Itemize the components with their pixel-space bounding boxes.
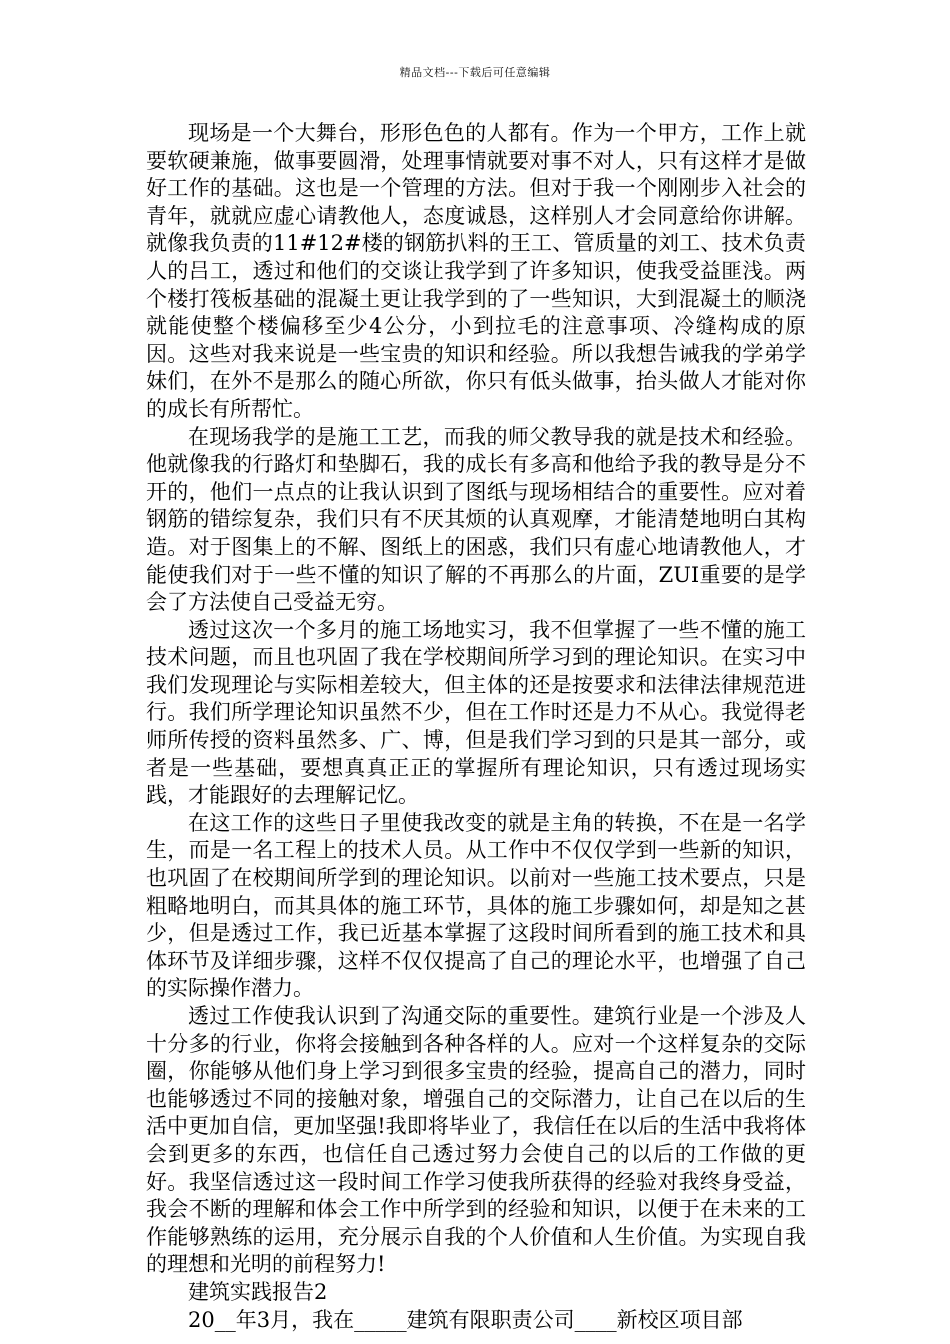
paragraph-construction-process: 在现场我学的是施工工艺，而我的师父教导我的就是技术和经验。他就像我的行路灯和垫脚石，我的成长有多高和他给予我的教导是分不开的，他们一点点的让我认识到了图纸与现场相结合的重要性。应对着钢筋的错综复杂，我们只有不厌其烦的认真观摩，才能清楚地明白其构造。对于图集上的不解、图纸上的困惑，我们只有虚心地请教他人，才能使我们对于一些不懂的知识了解的不再那么的片面，ZUI重要的是学会了方法使自己受益无穷。 — [146, 424, 806, 615]
paragraph-report-2-intro: 20__年3月，我在_____建筑有限职责公司____新校区项目部 — [188, 1307, 743, 1332]
section-heading-report-2: 建筑实践报告2 — [188, 1279, 328, 1304]
document-body — [146, 120, 806, 1334]
page-header: 精品文档---下载后可任意编辑 — [399, 66, 551, 79]
paragraph-internship-summary: 透过这次一个多月的施工场地实习，我不但掌握了一些不懂的施工技术问题，而且也巩固了我在学校期间所学习到的理论知识。在实习中我们发现理论与实际相差较大，但主体的还是按要求和法律法律规范进行。我们所学理论知识虽然不少，但在工作时还是力不从心。我觉得老师所传授的资料虽然多、广、博，但是我们学习到的只是其一部分，或者是一些基础，要想真真正正的掌握所有理论知识，只有透过现场实践，才能跟好的去理解记忆。 — [146, 617, 806, 808]
paragraph-communication: 透过工作使我认识到了沟通交际的重要性。建筑行业是一个涉及人十分多的行业，你将会接触到各种各样的人。应对一个这样复杂的交际圈，你能够从他们身上学习到很多宝贵的经验，提高自己的潜力，同时也能够透过不同的接触对象，增强自己的交际潜力，让自己在以后的生活中更加自信，更加坚强!我即将毕业了，我信任在以后的生活中我将体会到更多的东西，也信任自己透过努力会使自己的以后的工作做的更好。我坚信透过这一段时间工作学习使我所获得的经验对我终身受益，我会不断的理解和体会工作中所学到的经验和知识，以便于在未来的工作能够熟练的运用，充分展示自我的个人价值和人生价值。为实现自我的理想和光明的前程努力! — [146, 1004, 806, 1277]
paragraph-role-change: 在这工作的这些日子里使我改变的就是主角的转换，不在是一名学生，而是一名工程上的技术人员。从工作中不仅仅学到一些新的知识，也巩固了在校期间所学到的理论知识。以前对一些施工技术要点，只是粗略地明白，而其具体的施工环节，具体的施工步骤如何，却是知之甚少，但是透过工作，我已近基本掌握了这段时间所看到的施工技术和具体环节及详细步骤，这样不仅仅提高了自己的理论水平，也增强了自己的实际操作潜力。 — [146, 810, 806, 1001]
paragraph-site-stage: 现场是一个大舞台，形形色色的人都有。作为一个甲方，工作上就要软硬兼施，做事要圆滑，处理事情就要对事不对人，只有这样才是做好工作的基础。这也是一个管理的方法。但对于我一个刚刚步入社会的青年，就就应虚心请教他人，态度诚恳，这样别人才会同意给你讲解。就像我负责的11#12#楼的钢筋扒料的王工、管质量的刘工、技术负责人的吕工，透过和他们的交谈让我学到了许多知识，使我受益匪浅。两个楼打筏板基础的混凝土更让我学到的了一些知识，大到混凝土的顺浇就能使整个楼偏移至少4公分，小到拉毛的注意事项、冷缝构成的原因。这些对我来说是一些宝贵的知识和经验。所以我想告诫我的学弟学妹们，在外不是那么的随心所欲，你只有低头做事，抬头做人才能对你的成长有所帮忙。 — [146, 121, 806, 421]
